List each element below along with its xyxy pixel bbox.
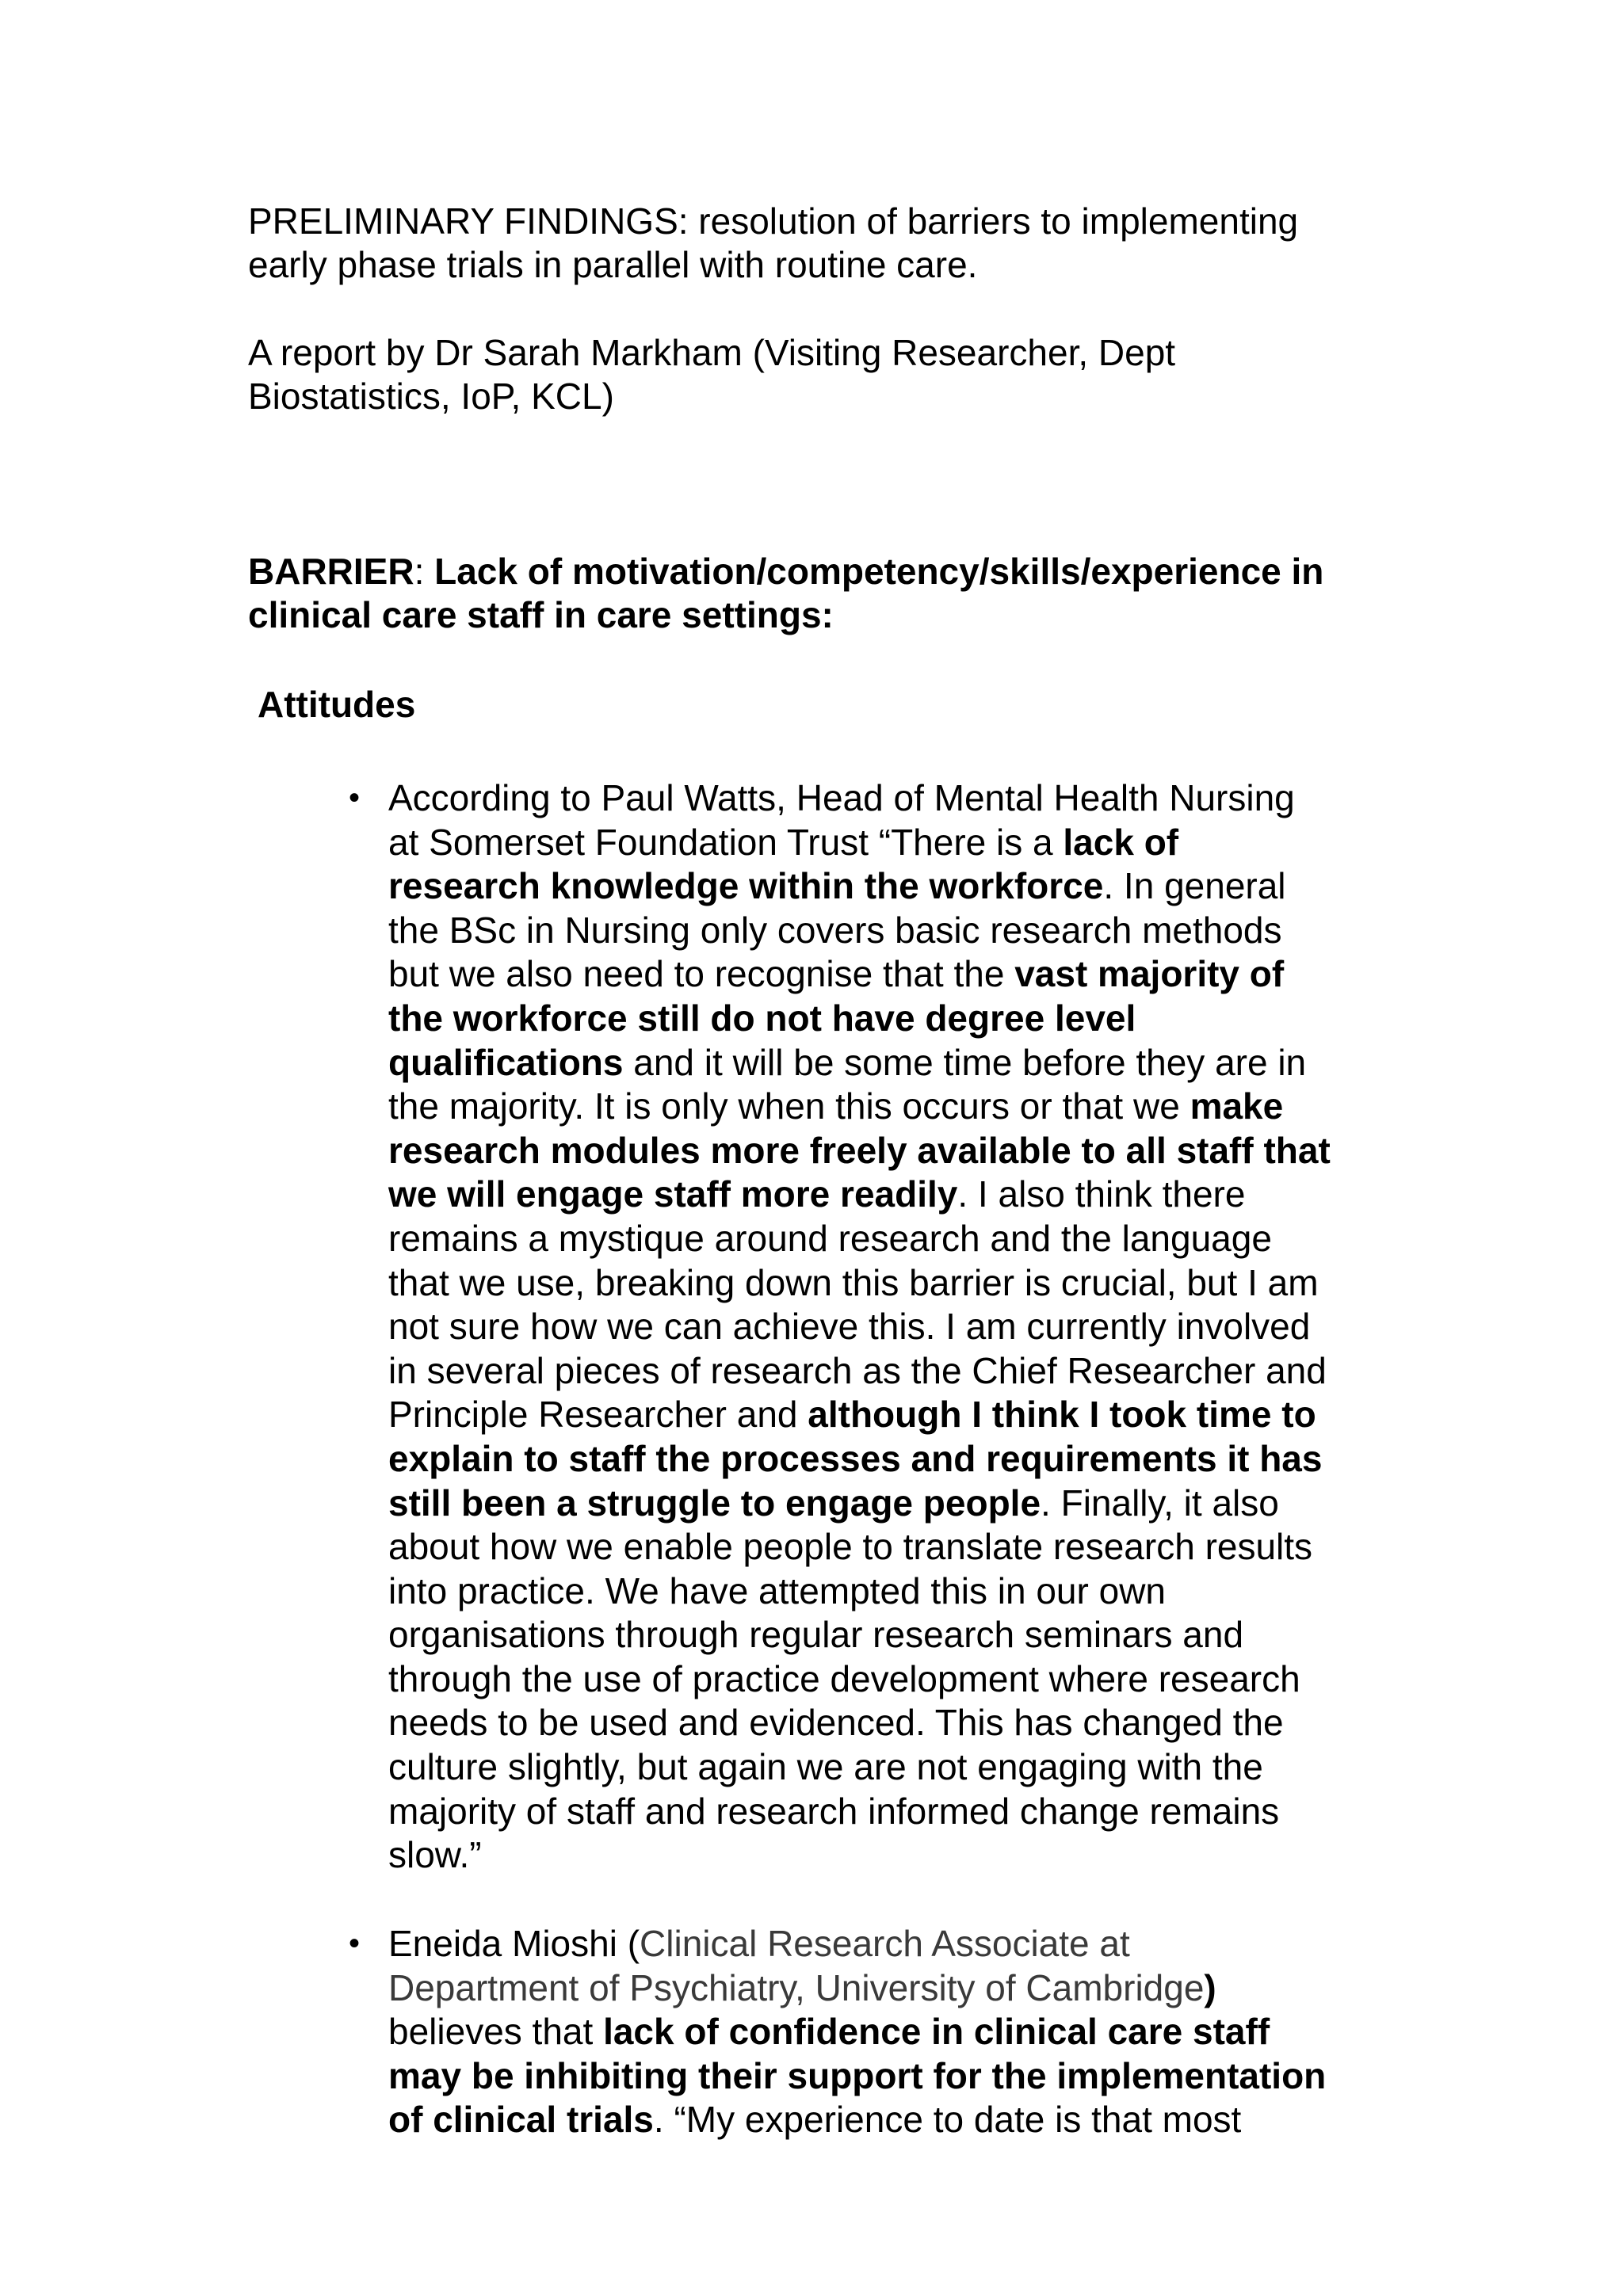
text-run: . I also think there (957, 1173, 1246, 1215)
text-run: culture slightly, but again we are not engaging with the (388, 1746, 1263, 1788)
text-run: not sure how we can achieve this. I am currently involved (388, 1306, 1311, 1348)
text-run: Eneida Mioshi ( (388, 1923, 640, 1964)
bold-text-run: vast majority of (1014, 953, 1285, 995)
text-run: Principle Researcher and (388, 1394, 808, 1436)
bold-text-run: make (1190, 1085, 1284, 1127)
report-author (248, 331, 1421, 418)
bold-text-run: may be inhibiting their support for the implementation (388, 2054, 1327, 2096)
bullet-icon: • (348, 1926, 360, 1961)
text-run: the BSc in Nursing only covers basic research methods (388, 909, 1282, 951)
bold-text-run: ) (1204, 1966, 1216, 2008)
bold-text-run: of clinical trials (388, 2099, 654, 2141)
text-run: . Finally, it also (1041, 1482, 1279, 1524)
bold-text-run: explain to staff the processes and requirements it has (388, 1437, 1323, 1479)
barrier-separator: : (414, 551, 435, 592)
text-run: According to Paul Watts, Head of Mental Health Nursing (388, 777, 1295, 818)
title-line-2: early phase trials in parallel with routine care. (248, 244, 978, 285)
bullet-text-line (388, 1437, 1426, 1482)
bullet-text-line (388, 864, 1426, 909)
bold-text-run: we will engage staff more readily (388, 1173, 958, 1215)
barrier-line-2: clinical care staff in care settings: (248, 594, 834, 635)
text-run: in several pieces of research as the Chief Researcher and (388, 1349, 1327, 1391)
bullet-icon: • (348, 780, 360, 815)
bullet-text-line (388, 1966, 1426, 2011)
text-run: through the use of practice development where research (388, 1657, 1300, 1699)
bullet-text-line (388, 1790, 1426, 1834)
bold-text-run: qualifications (388, 1041, 624, 1083)
bullet-item-paul-watts (348, 776, 1426, 1878)
bullet-text-line (388, 1393, 1426, 1437)
bullet-text-line (388, 2010, 1426, 2054)
text-run: majority of staff and research informed change remains (388, 1790, 1280, 1832)
report-title (248, 200, 1421, 287)
bullet-text-line (388, 909, 1426, 953)
bullet-text-line (388, 1349, 1426, 1394)
bullet-text-line (388, 1701, 1426, 1745)
text-run: the majority. It is only when this occurs or that we (388, 1085, 1190, 1127)
bullet-text-line (388, 1129, 1426, 1173)
bullet-text-line (388, 1173, 1426, 1217)
text-run: . “My experience to date is that most (653, 2099, 1242, 2141)
bold-text-run: although I think I took time to (808, 1394, 1316, 1436)
bullet-text-line (388, 997, 1426, 1041)
text-run: believes that (388, 2011, 604, 2053)
bullet-text-line (388, 952, 1426, 997)
text-run: about how we enable people to translate research results (388, 1526, 1313, 1568)
bullet-text-line (388, 1041, 1426, 1085)
bullet-text (388, 1922, 1426, 2142)
bold-text-run: still been a struggle to engage people (388, 1482, 1041, 1524)
bullet-text-line (388, 776, 1426, 821)
bullet-text-line (388, 2098, 1426, 2142)
bold-text-run: lack of (1063, 821, 1179, 863)
section-heading-attitudes: Attitudes (258, 684, 416, 725)
bullet-text-line (388, 1613, 1426, 1657)
barrier-label: BARRIER (248, 551, 414, 592)
author-line-2: Biostatistics, IoP, KCL) (248, 376, 614, 417)
text-run: remains a mystique around research and the language (388, 1217, 1272, 1259)
bullet-text-line (388, 821, 1426, 865)
bullet-text-line (388, 1745, 1426, 1790)
bold-text-run: research knowledge within the workforce (388, 865, 1104, 907)
bullet-text-line (388, 1217, 1426, 1261)
text-run: that we use, breaking down this barrier is crucial, but I am (388, 1261, 1319, 1303)
text-run: organisations through regular research seminars and (388, 1614, 1244, 1656)
bold-text-run: research modules more freely available to all staff that (388, 1129, 1331, 1171)
bullet-text-line (388, 1305, 1426, 1349)
bullet-text-line (388, 1261, 1426, 1306)
text-run: and it will be some time before they are in (623, 1041, 1307, 1083)
bullet-text-line (388, 1833, 1426, 1878)
text-run: Department of Psychiatry, University of Cambridge (388, 1966, 1205, 2008)
bullet-text-line (388, 1482, 1426, 1526)
bullet-text-line (388, 1569, 1426, 1614)
bullet-text-line (388, 1085, 1426, 1129)
text-run: into practice. We have attempted this in our own (388, 1569, 1167, 1611)
bullet-text (388, 776, 1426, 1878)
bullet-text-line (388, 2054, 1426, 2099)
text-run: slow.” (388, 1834, 482, 1876)
barrier-statement (248, 550, 1421, 637)
title-line-1: PRELIMINARY FINDINGS: resolution of barriers to implementing (248, 200, 1299, 242)
bold-text-run: the workforce still do not have degree level (388, 997, 1136, 1039)
text-run: needs to be used and evidenced. This has changed the (388, 1702, 1284, 1744)
bullet-text-line (388, 1657, 1426, 1702)
bullet-text-line (388, 1922, 1426, 1966)
text-run: . In general (1103, 865, 1286, 907)
bullet-item-eneida-mioshi (348, 1922, 1426, 2142)
text-run: at Somerset Foundation Trust “There is a (388, 821, 1064, 863)
author-line-1: A report by Dr Sarah Markham (Visiting Researcher, Dept (248, 332, 1176, 373)
bold-text-run: lack of confidence in clinical care staff (603, 2011, 1270, 2053)
barrier-text-1: Lack of motivation/competency/skills/experience in (434, 551, 1324, 592)
barrier-line-1 (248, 550, 1421, 593)
bullet-text-line (388, 1525, 1426, 1569)
text-run: Clinical Research Associate at (640, 1923, 1130, 1964)
text-run: but we also need to recognise that the (388, 953, 1015, 995)
